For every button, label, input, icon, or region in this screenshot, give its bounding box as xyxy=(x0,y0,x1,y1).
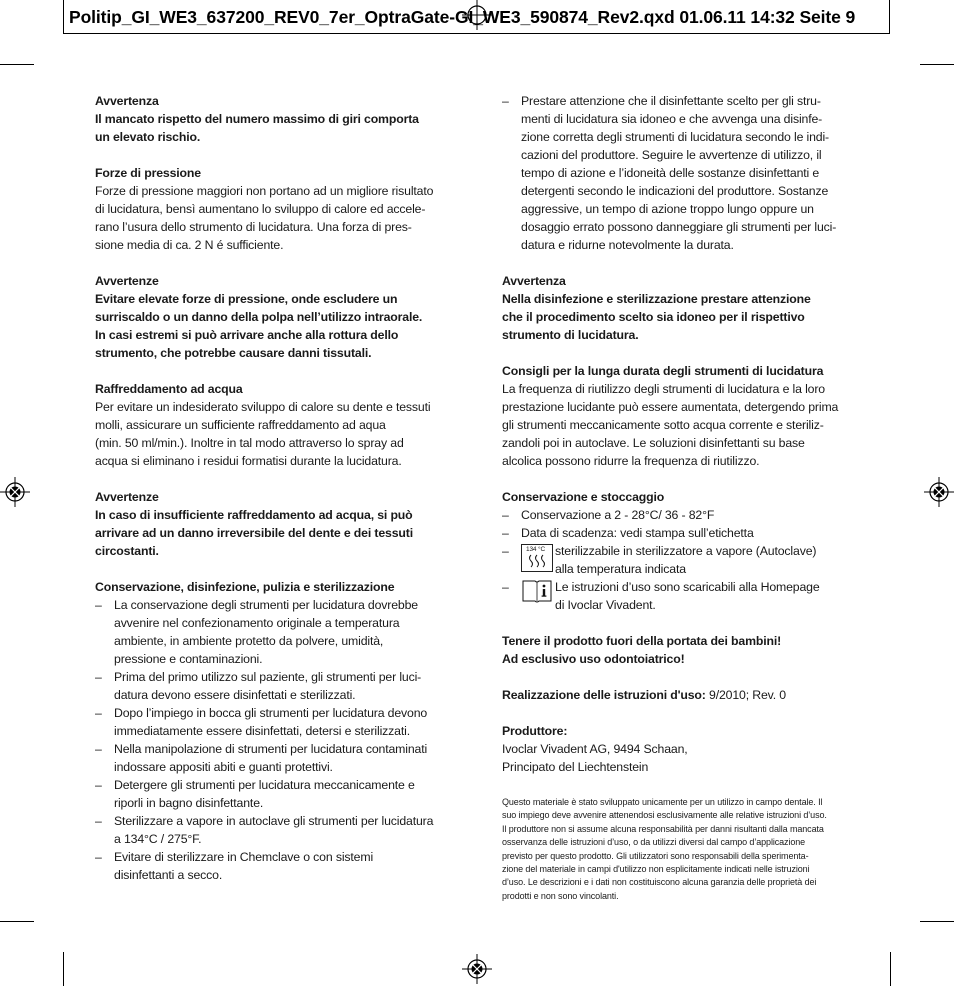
crop-mark xyxy=(890,952,891,986)
bullet-dash: – xyxy=(95,706,102,720)
section-title: Consigli per la lunga durata degli strumenti di lucidatura xyxy=(502,364,824,378)
list-item xyxy=(95,596,465,668)
section-body: La frequenza di riutilizzo degli strumenti di lucidatura e la loro prestazione lucidante può essere aumentata, detergendo prima gli strumenti meccanicamente sotto acqua corrente e steriliz- zandoli poi in autoclave. Le soluzioni disinfettanti su base alcolica possono ridurre la frequenza di riutilizzo. xyxy=(502,382,839,468)
right-column xyxy=(502,92,874,903)
instructions-date xyxy=(502,686,874,704)
crop-mark xyxy=(920,64,954,65)
crop-mark xyxy=(920,921,954,922)
list-item-text: Prestare attenzione che il disinfettante scelto per gli stru- menti di lucidatura sia idoneo e che avvenga una disinfe- zione corretta degli strumenti di lucidatura secondo le indi- cazioni del produttore. Seguire le avvertenze di utilizzo, il tempo di azione e l’idoneità delle sostanze disinfettanti e detergenti secondo le indicazioni del produttore. Sostanze aggressive, un tempo di azione troppo lungo oppure un dosaggio errato possono danneggiare gli strumenti per luci- datura e ridurne notevolmente la durata. xyxy=(521,94,837,252)
bullet-dash: – xyxy=(502,526,509,540)
registration-mark-icon xyxy=(924,477,954,507)
list-item-text: Detergere gli strumenti per lucidatura meccanicamente e riporli in bagno disinfettante. xyxy=(114,778,415,810)
list-item xyxy=(95,812,465,848)
list-item xyxy=(502,506,874,524)
instructions-book-icon xyxy=(521,577,553,605)
list-item-text: Conservazione a 2 - 28°C/ 36 - 82°F xyxy=(521,508,715,522)
crop-mark xyxy=(0,64,34,65)
bullet-dash: – xyxy=(502,580,509,594)
list-item xyxy=(95,668,465,704)
section-body: Per evitare un indesiderato sviluppo di calore su dente e tessuti molli, assicurare un sufficiente raffreddamento ad aqua (min. 50 ml/min.). Inoltre in tal modo attraverso lo spray ad acqua si eliminano i residui formatisi durante la lucidatura. xyxy=(95,400,431,468)
list-item xyxy=(95,848,465,884)
bullet-dash: – xyxy=(95,670,102,684)
list-item-text: Dopo l’impiego in bocca gli strumenti per lucidatura devono immediatamente essere disinfettati, detersi e sterilizzati. xyxy=(114,706,428,738)
bullet-dash: – xyxy=(502,544,509,558)
bullet-dash: – xyxy=(95,778,102,792)
crop-mark xyxy=(0,921,34,922)
registration-mark-icon xyxy=(462,0,492,30)
warning-body: Nella disinfezione e sterilizzazione prestare attenzione che il procedimento scelto sia idoneo per il rispettivo strumento di lucidatura. xyxy=(502,292,811,342)
list-item xyxy=(502,578,874,614)
warning-title: Avvertenza xyxy=(502,274,566,288)
warning-body: Il mancato rispetto del numero massimo di giri comporta un elevato rischio. xyxy=(95,112,419,144)
registration-mark-icon xyxy=(0,477,30,507)
autoclave-temperature-label: 134 °C xyxy=(526,546,546,553)
warning-body: In caso di insufficiente raffreddamento ad acqua, si può arrivare ad un danno irreversibile del dente e dei tessuti circostanti. xyxy=(95,508,413,558)
bullet-dash: – xyxy=(502,508,509,522)
list-item-text: Evitare di sterilizzare in Chemclave o con sistemi disinfettanti a secco. xyxy=(114,850,374,882)
list-item xyxy=(95,740,465,776)
list-item-text: La conservazione degli strumenti per lucidatura dovrebbe avvenire nel confezionamento originale a temperatura ambiente, in ambiente protetto da polvere, umidità, pressione e contaminazioni. xyxy=(114,598,418,666)
instructions-date-label: Realizzazione delle istruzioni d'uso: xyxy=(502,688,706,702)
section-title: Forze di pressione xyxy=(95,166,201,180)
warning-title: Avvertenze xyxy=(95,490,159,504)
bullet-dash: – xyxy=(95,850,102,864)
manufacturer-address: Ivoclar Vivadent AG, 9494 Schaan, Principato del Liechtenstein xyxy=(502,742,688,774)
list-item xyxy=(502,92,874,254)
warning-title: Avvertenza xyxy=(95,94,159,108)
warning-title: Avvertenze xyxy=(95,274,159,288)
warning-body: Evitare elevate forze di pressione, onde escludere un surriscaldo o un danno della polpa nell’utilizzo intraorale. In casi estremi si può arrivare anche alla rottura dello strumento, che potrebbe causare danni tissutali. xyxy=(95,292,423,360)
section-title: Conservazione e stoccaggio xyxy=(502,490,665,504)
left-column xyxy=(95,92,465,884)
list-item-text: Sterilizzare a vapore in autoclave gli strumenti per lucidatura a 134°C / 275°F. xyxy=(114,814,434,846)
section-title: Conservazione, disinfezione, pulizia e sterilizzazione xyxy=(95,580,395,594)
list-item xyxy=(95,776,465,812)
legal-disclaimer: Questo materiale è stato sviluppato unicamente per un utilizzo in campo dentale. Il suo impiego deve avvenire attenendosi esclusivamente alle relative istruzioni d’uso. Il produttore non si assume alcuna responsabilità per danni risultanti dalla mancata osservanza delle istruzioni d’uso, o da utilizzi diversi dal campo d’applicazione previsto per questo prodotto. Gli utilizzatori sono responsabili della sperimenta- zione del materiale in campi d'utilizzo non esplicitamente indicati nelle istruzioni d’uso. Le descrizioni e i dati non costituiscono alcuna garanzia delle proprietà dei prodotti e non sono vincolanti. xyxy=(502,797,827,901)
instructions-date-value: 9/2010; Rev. 0 xyxy=(705,688,786,702)
bullet-dash: – xyxy=(502,94,509,108)
list-item xyxy=(95,704,465,740)
section-body: Forze di pressione maggiori non portano ad un migliore risultato di lucidatura, bensì aumentano lo sviluppo di calore ed accele- rano l’usura dello strumento di lucidatura. Una forza di pres- sione media di ca. 2 N é sufficiente. xyxy=(95,184,434,252)
bullet-dash: – xyxy=(95,742,102,756)
bullet-dash: – xyxy=(95,814,102,828)
list-item-text: Prima del primo utilizzo sul paziente, gli strumenti per luci- datura devono essere disinfettati e sterilizzati. xyxy=(114,670,422,702)
list-item xyxy=(502,524,874,542)
crop-mark xyxy=(63,952,64,986)
bullet-dash: – xyxy=(95,598,102,612)
manufacturer-title: Produttore: xyxy=(502,724,568,738)
list-item xyxy=(502,542,874,578)
list-item-text: Data di scadenza: vedi stampa sull’etichetta xyxy=(521,526,754,540)
list-item-text: sterilizzabile in sterilizzatore a vapore (Autoclave) alla temperatura indicata xyxy=(555,544,817,576)
autoclave-icon xyxy=(521,544,553,572)
list-item-text: Le istruzioni d’uso sono scaricabili alla Homepage di Ivoclar Vivadent. xyxy=(555,580,820,612)
section-title: Raffreddamento ad acqua xyxy=(95,382,243,396)
registration-mark-icon xyxy=(462,954,492,984)
file-header: Politip_GI_WE3_637200_REV0_7er_OptraGate-GI_WE3_590874_Rev2.qxd 01.06.11 14:32 Seite 9 xyxy=(63,0,890,34)
list-item-text: Nella manipolazione di strumenti per lucidatura contaminati indossare appositi abiti e guanti protettivi. xyxy=(114,742,428,774)
children-warning: Tenere il prodotto fuori della portata dei bambini! Ad esclusivo uso odontoiatrico! xyxy=(502,634,782,666)
